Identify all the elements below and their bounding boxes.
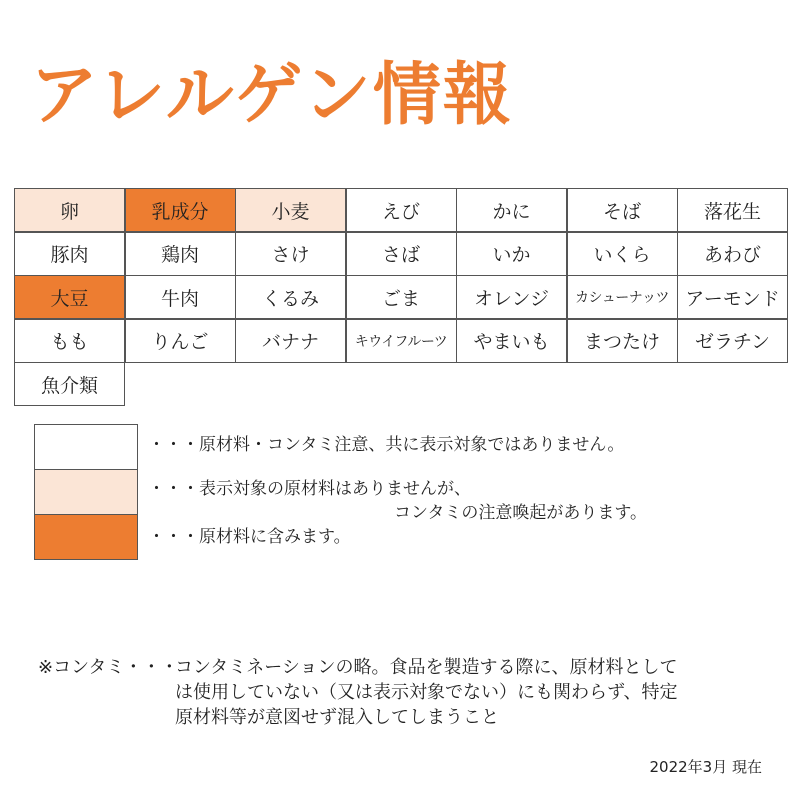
allergen-cell: くるみ	[235, 275, 346, 319]
allergen-cell: 乳成分	[125, 188, 236, 232]
allergen-cell: そば	[567, 188, 678, 232]
legend-swatch-none	[34, 424, 138, 470]
allergen-cell: えび	[346, 188, 457, 232]
legend-text-light-line1: ・・・表示対象の原材料はありませんが、	[148, 479, 471, 499]
allergen-cell: まつたけ	[567, 319, 678, 363]
allergen-cell: 落花生	[677, 188, 788, 232]
allergen-cell: 卵	[14, 188, 125, 232]
legend-text-dark: ・・・原材料に含みます。	[148, 527, 351, 547]
allergen-cell: 牛肉	[125, 275, 236, 319]
allergen-cell: アーモンド	[677, 275, 788, 319]
allergen-cell: 大豆	[14, 275, 125, 319]
legend-text-light-line2: コンタミの注意喚起があります。	[394, 503, 647, 523]
allergen-cell: りんご	[125, 319, 236, 363]
allergen-cell: かに	[456, 188, 567, 232]
allergen-cell: キウイフルーツ	[346, 319, 457, 363]
note-line-2: は使用していない（又は表示対象でない）にも関わらず、特定	[175, 682, 678, 703]
allergen-cell: オレンジ	[456, 275, 567, 319]
legend-swatch-light	[34, 469, 138, 515]
allergen-cell: やまいも	[456, 319, 567, 363]
legend-text-none: ・・・原材料・コンタミ注意、共に表示対象ではありません。	[148, 435, 625, 455]
allergen-cell: 鶏肉	[125, 232, 236, 276]
allergen-cell: 豚肉	[14, 232, 125, 276]
allergen-cell: バナナ	[235, 319, 346, 363]
note-line-1: コンタミネーションの略。食品を製造する際に、原材料として	[175, 657, 678, 678]
allergen-cell: あわび	[677, 232, 788, 276]
allergen-cell: カシューナッツ	[567, 275, 678, 319]
allergen-cell: いくら	[567, 232, 678, 276]
allergen-cell: ゼラチン	[677, 319, 788, 363]
allergen-cell: さけ	[235, 232, 346, 276]
date-stamp: 2022年3月 現在	[649, 758, 762, 776]
page-title: アレルゲン情報	[30, 56, 513, 135]
allergen-cell: もも	[14, 319, 125, 363]
allergen-table	[14, 188, 788, 406]
allergen-cell: いか	[456, 232, 567, 276]
allergen-cell: ごま	[346, 275, 457, 319]
note-label: ※コンタミ・・・	[38, 657, 179, 678]
note-line-3: 原材料等が意図せず混入してしまうこと	[175, 707, 499, 728]
legend-swatch-dark	[34, 514, 138, 560]
allergen-cell: 小麦	[235, 188, 346, 232]
allergen-cell: さば	[346, 232, 457, 276]
allergen-cell: 魚介類	[14, 362, 125, 406]
